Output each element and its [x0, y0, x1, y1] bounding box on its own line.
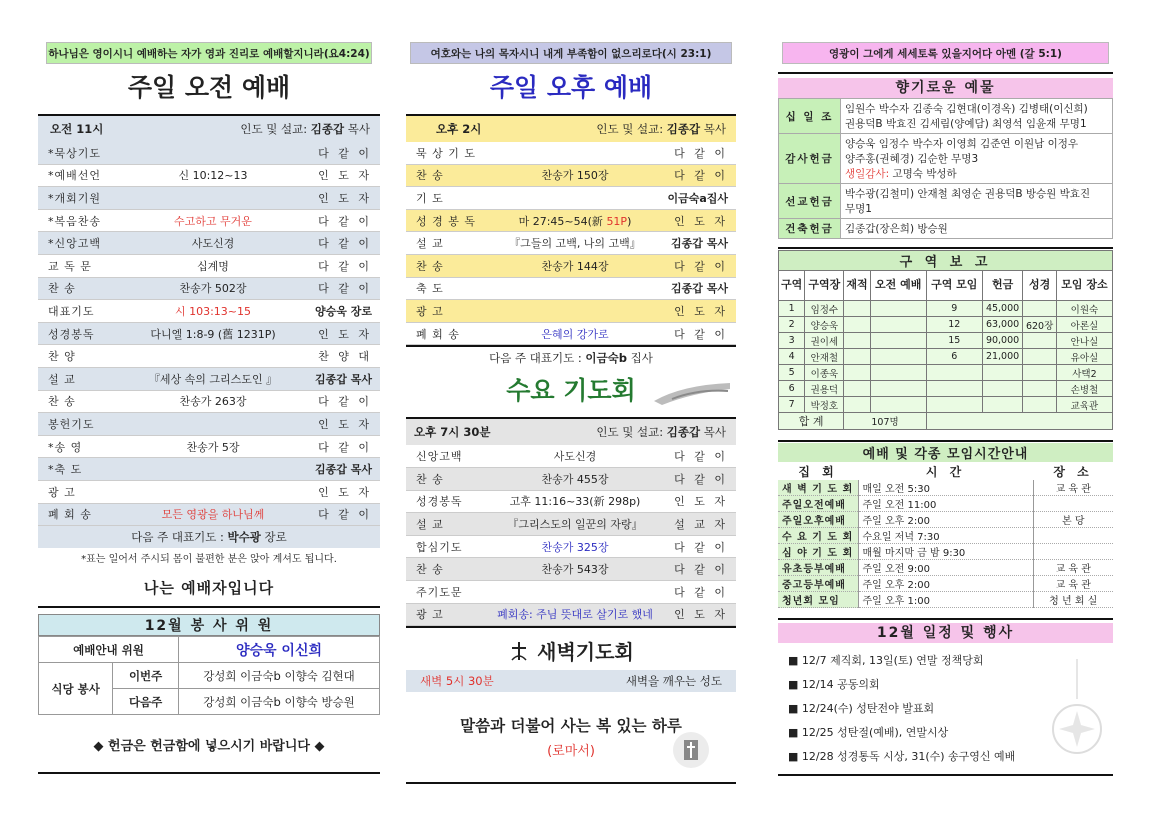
order-leader: 다 같 이 [674, 327, 728, 341]
order-leader: 다 같 이 [674, 563, 728, 577]
order-detail: 『그들의 고백, 나의 고백』 [509, 237, 641, 251]
order-item: 광 고 [416, 608, 444, 622]
bullet-icon: ■ [788, 726, 802, 739]
daily-motto: 말씀과 더불어 사는 복 있는 하루 [460, 717, 682, 736]
order-row [38, 165, 380, 188]
order-detail: 다니엘 1:8-9 (舊 1231P) [150, 327, 276, 341]
order-item: 폐 회 송 [48, 508, 92, 522]
order-row [38, 278, 380, 301]
order-row [38, 323, 380, 346]
order-leader: 다 같 이 [318, 146, 372, 160]
meeting-title: 예배 및 각종 모임시간안내 [778, 443, 1113, 462]
meeting-times-table [778, 443, 1113, 608]
wednesday-order [406, 445, 736, 626]
order-row [38, 413, 380, 436]
area-row: 5 이종욱 사택2 [779, 365, 1113, 381]
order-leader: 인 도 자 [674, 304, 728, 318]
meeting-row: 심 야 기 도 회 매월 마지막 금 밤 9:30 [778, 544, 1113, 560]
service-time: 오전 11시 [50, 122, 104, 136]
ornament-icon [1047, 659, 1107, 769]
meeting-row: 주일오후예배 주일 오후 2:00 본 당 [778, 512, 1113, 528]
area-header: 구역 모임 [926, 271, 982, 301]
order-item: 묵 상 기 도 [416, 146, 476, 160]
order-item: 봉헌기도 [48, 417, 95, 431]
page-title: 주일 오전 예배 [127, 73, 291, 102]
wednesday-header: 오후 7시 30분 인도 및 설교: 김종갑 목사 [406, 419, 736, 445]
order-detail: 찬송가 543장 [541, 563, 609, 577]
order-detail: 『세상 속의 그리스도인 』 [148, 372, 278, 386]
order-leader: 인 도 자 [674, 214, 728, 228]
order-item: *송 영 [48, 440, 83, 454]
offering-row: 감사헌금 양승욱 임정수 박수자 이영희 김준연 이원남 이정우 양주홍(권혜경) 김순한 무명3 생일감사: 고명숙 박성하 [779, 134, 1113, 184]
order-leader: 다 같 이 [674, 169, 728, 183]
area-header: 성경 [1023, 271, 1057, 301]
order-leader: 김종갑 목사 [315, 463, 372, 477]
order-detail: 마 27:45~54(新 51P) [518, 214, 632, 228]
order-item: 주기도문 [416, 585, 463, 599]
order-row [406, 558, 736, 581]
area-row: 1 임정수 9 45,000 이원숙 [779, 301, 1113, 317]
bullet-icon: ■ [788, 702, 802, 715]
order-item: 광 고 [416, 304, 444, 318]
order-detail: 찬송가 455장 [541, 472, 609, 486]
area-row: 3 권이세 15 90,000 안나실 [779, 333, 1113, 349]
standing-note: *표는 일어서 주시되 몸이 불편한 분은 앉아 계셔도 됩니다. [81, 554, 337, 566]
meeting-header: 장 소 [1033, 462, 1113, 480]
column-morning-service [38, 42, 380, 774]
order-leader: 설 교 자 [674, 517, 728, 531]
order-leader: 김종갑 목사 [315, 372, 372, 386]
cross-icon [508, 640, 530, 662]
column-announcements [778, 42, 1113, 769]
order-detail: 모든 영광을 하나님께 [161, 508, 265, 522]
offering-table [778, 98, 1113, 239]
offering-note: ◆ 헌금은 헌금함에 넣으시기 바랍니다 ◆ [93, 739, 325, 755]
service-committee-title: 12월 봉 사 위 원 [38, 614, 380, 636]
order-row [38, 210, 380, 233]
area-header: 재적 [844, 271, 870, 301]
order-item: *복음찬송 [48, 214, 102, 228]
order-row [38, 391, 380, 414]
meeting-header: 시 간 [858, 462, 1033, 480]
area-report-table [778, 250, 1113, 430]
bible-decoration-icon [656, 730, 726, 770]
order-item: 교 독 문 [48, 259, 92, 273]
order-row [406, 323, 736, 346]
offering-row: 건축헌금 김종갑(장은희) 방승원 [779, 219, 1113, 239]
order-leader: 김종갑 목사 [671, 282, 728, 296]
afternoon-header: 오후 2시 인도 및 설교: 김종갑 목사 [406, 116, 736, 142]
order-leader: 인 도 자 [318, 191, 372, 205]
meeting-row: 새 벽 기 도 회 매일 오전 5:30 교 육 관 [778, 480, 1113, 496]
order-leader: 인 도 자 [318, 485, 372, 499]
order-item: 찬 송 [416, 472, 444, 486]
motto-source: (로마서) [547, 744, 595, 760]
order-item: 광 고 [48, 485, 76, 499]
order-detail: 고후 11:16~33(新 298p) [509, 495, 641, 509]
afternoon-title: 주일 오후 예배 [489, 73, 653, 102]
area-header: 오전 예배 [870, 271, 926, 301]
order-row [38, 368, 380, 391]
order-detail: 찬송가 150장 [541, 169, 609, 183]
order-item: 성 경 봉 독 [416, 214, 476, 228]
order-row [406, 536, 736, 559]
schedule-item: ■ 12/14 공동의회 [788, 678, 880, 691]
order-detail: 수고하고 무거운 [174, 214, 252, 228]
order-leader: 김종갑 목사 [671, 237, 728, 251]
area-row: 6 권용덕 손병철 [779, 381, 1113, 397]
service-committee-table: 예배안내 위원 양승욱 이신희 식당 봉사 이번주 강성희 이금숙b 이향숙 김현대 다음주 강성희 이금숙b 이향숙 방승원 [38, 636, 380, 715]
order-row [406, 581, 736, 604]
offering-title: 향기로운 예물 [778, 78, 1113, 98]
order-leader: 인 도 자 [318, 417, 372, 431]
order-row [406, 604, 736, 627]
verse-banner: 영광이 그에게 세세토록 있을지어다 아멘 (갈 5:1) [782, 42, 1109, 64]
order-leader: 양승욱 장로 [315, 304, 372, 318]
schedule-item: ■ 12/28 성경통독 시상, 31(수) 송구영신 예배 [788, 750, 1016, 763]
order-leader: 다 같 이 [318, 282, 372, 296]
order-detail: 찬송가 325장 [541, 540, 609, 554]
order-leader: 다 같 이 [318, 237, 372, 251]
guide-names: 양승욱 이신희 [179, 637, 380, 663]
next-prayer: 다음 주 대표기도 : 박수광 장로 [38, 526, 380, 548]
order-row [406, 300, 736, 323]
offering-row: 십 일 조 임원수 박수자 김종숙 김현대(이경옥) 김병태(이신희) 권용덕B 박효진 김세림(양예담) 최영석 임윤재 무명1 [779, 99, 1113, 134]
schedule-item: ■ 12/7 제직회, 13일(토) 연말 정책당회 [788, 654, 984, 667]
order-detail: 시 103:13~15 [174, 304, 252, 318]
order-leader: 다 같 이 [674, 450, 728, 464]
column-afternoon-service [406, 42, 736, 784]
order-item: *신앙고백 [48, 237, 102, 251]
order-row [406, 491, 736, 514]
schedule-item: ■ 12/25 성탄절(예배), 연말시상 [788, 726, 949, 739]
order-row [38, 300, 380, 323]
order-row [38, 458, 380, 481]
order-item: 설 교 [416, 517, 444, 531]
order-leader: 다 같 이 [318, 395, 372, 409]
order-detail: 은혜의 강가로 [541, 327, 609, 341]
dawn-row: 새벽 5시 30분 새벽을 깨우는 성도 [406, 670, 736, 692]
order-item: *개회기원 [48, 191, 102, 205]
offering-row: 선교헌금 박수광(김철미) 안재철 최영순 권용덕B 방승원 박효진 무명1 [779, 184, 1113, 219]
order-item: 성경봉독 [48, 327, 95, 341]
meeting-row: 청년회 모임 주일 오후 1:00 청 년 회 실 [778, 592, 1113, 608]
meeting-row: 수 요 기 도 회 수요일 저녁 7:30 [778, 528, 1113, 544]
order-item: 성경봉독 [416, 495, 463, 509]
order-detail: 찬송가 502장 [179, 282, 247, 296]
order-leader: 이금숙a집사 [667, 191, 728, 205]
order-detail: 사도신경 [553, 450, 597, 464]
bullet-icon: ■ [788, 750, 802, 763]
order-item: 설 교 [48, 372, 76, 386]
meeting-row: 유초등부예배 주일 오전 9:00 교 육 관 [778, 560, 1113, 576]
order-row [38, 232, 380, 255]
order-detail: 찬송가 144장 [541, 259, 609, 273]
schedule-item: ■ 12/24(수) 성탄전야 발표회 [788, 702, 935, 715]
order-item: 찬 송 [48, 395, 76, 409]
order-leader: 찬 양 대 [318, 350, 372, 364]
order-item: 설 교 [416, 237, 444, 251]
order-item: 찬 송 [416, 563, 444, 577]
order-leader: 인 도 자 [674, 495, 728, 509]
area-row: 2 양승욱 12 63,000 620장 아론실 [779, 317, 1113, 333]
bullet-icon: ■ [788, 654, 802, 667]
order-row [38, 504, 380, 527]
order-leader: 다 같 이 [674, 585, 728, 599]
meeting-row: 중고등부예배 주일 오후 2:00 교 육 관 [778, 576, 1113, 592]
bullet-icon: ■ [788, 678, 802, 691]
verse-banner: 하나님은 영이시니 예배하는 자가 영과 진리로 예배할지니라(요4:24) [46, 42, 372, 64]
order-row [406, 232, 736, 255]
order-item: 찬 양 [48, 350, 76, 364]
slogan: 나는 예배자입니다 [143, 579, 275, 598]
order-row [38, 481, 380, 504]
order-leader: 다 같 이 [318, 214, 372, 228]
order-item: *예배선언 [48, 169, 102, 183]
order-item: 대표기도 [48, 304, 95, 318]
preacher-name: 김종갑 [310, 122, 345, 136]
wednesday-title: 수요 기도회 [506, 376, 636, 406]
area-header: 구역 [779, 271, 805, 301]
order-leader: 인 도 자 [318, 169, 372, 183]
order-item: *묵상기도 [48, 146, 102, 160]
area-report-title: 구 역 보 고 [779, 251, 1113, 271]
order-leader: 다 같 이 [318, 440, 372, 454]
order-row [38, 142, 380, 165]
order-detail: 십계명 [197, 259, 229, 273]
order-leader: 인 도 자 [674, 608, 728, 622]
order-row [406, 445, 736, 468]
verse-banner: 여호와는 나의 목자시니 내게 부족함이 없으리로다(시 23:1) [410, 42, 732, 64]
order-item: 찬 송 [48, 282, 76, 296]
order-detail: 사도신경 [191, 237, 235, 251]
order-row [406, 468, 736, 491]
order-row [406, 513, 736, 536]
praying-hands-icon [652, 375, 732, 407]
order-of-worship [38, 142, 380, 526]
order-leader: 인 도 자 [318, 327, 372, 341]
order-leader: 다 같 이 [674, 472, 728, 486]
meeting-header: 집 회 [778, 462, 858, 480]
order-leader: 다 같 이 [674, 146, 728, 160]
area-header: 구역장 [805, 271, 844, 301]
order-item: 찬 송 [416, 169, 444, 183]
order-leader: 다 같 이 [674, 540, 728, 554]
order-row [406, 142, 736, 165]
order-detail: 찬송가 263장 [179, 395, 247, 409]
order-detail: 찬송가 5장 [186, 440, 240, 454]
order-leader: 다 같 이 [318, 259, 372, 273]
order-item: 신앙고백 [416, 450, 463, 464]
order-item: *축 도 [48, 463, 83, 477]
order-row [406, 165, 736, 188]
order-item: 찬 송 [416, 259, 444, 273]
service-header: 오전 11시 인도 및 설교: 김종갑 목사 [38, 116, 380, 142]
schedule-title: 12월 일정 및 행사 [778, 623, 1113, 643]
order-row [38, 255, 380, 278]
order-row [406, 210, 736, 233]
order-row [38, 187, 380, 210]
order-item: 축 도 [416, 282, 444, 296]
next-prayer-afternoon: 다음 주 대표기도 : 이금숙b 집사 [489, 351, 653, 366]
area-header: 모임 장소 [1056, 271, 1112, 301]
meeting-row: 주일오전예배 주일 오전 11:00 [778, 496, 1113, 512]
dawn-section: 새벽기도회 [406, 636, 736, 666]
order-row [406, 278, 736, 301]
order-row [406, 255, 736, 278]
order-detail: 『그리스도의 일꾼의 자랑』 [507, 517, 643, 531]
area-total-row: 합 계 107명 [779, 413, 1113, 430]
order-row [38, 436, 380, 459]
order-item: 합심기도 [416, 540, 463, 554]
order-row [38, 345, 380, 368]
order-detail: 신 10:12~13 [178, 169, 248, 183]
order-item: 폐 회 송 [416, 327, 460, 341]
order-leader: 다 같 이 [318, 508, 372, 522]
area-header: 헌금 [982, 271, 1023, 301]
order-row [406, 187, 736, 210]
order-item: 기 도 [416, 191, 444, 205]
order-leader: 다 같 이 [674, 259, 728, 273]
area-row: 4 안재철 6 21,000 유아실 [779, 349, 1113, 365]
afternoon-order [406, 142, 736, 345]
order-detail: 폐회송: 주님 뜻대로 살기로 했네 [497, 608, 653, 622]
area-row: 7 박정호 교육관 [779, 397, 1113, 413]
